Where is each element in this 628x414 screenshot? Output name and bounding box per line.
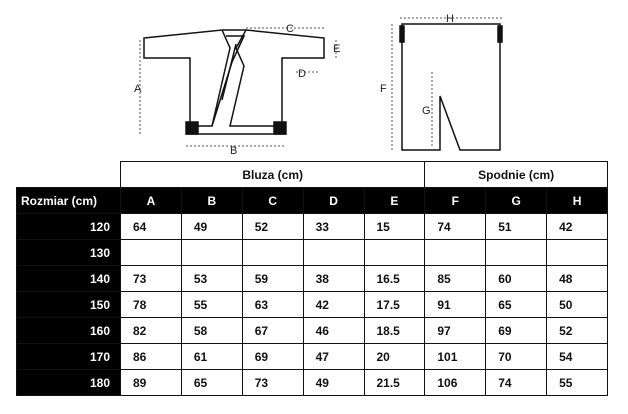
column-header: H	[547, 188, 608, 214]
measurement-cell	[121, 240, 182, 266]
size-table	[16, 161, 608, 396]
measurement-cell: 53	[181, 266, 242, 292]
measurement-cell: 33	[303, 214, 364, 240]
measurement-cell: 69	[242, 344, 303, 370]
table-row	[17, 292, 608, 318]
measurement-cell: 38	[303, 266, 364, 292]
garment-diagrams	[0, 0, 628, 160]
measurement-cell: 54	[547, 344, 608, 370]
size-rows	[17, 214, 608, 396]
column-header: B	[181, 188, 242, 214]
column-header: A	[121, 188, 182, 214]
measurement-cell: 101	[425, 344, 486, 370]
column-header: C	[242, 188, 303, 214]
measurement-cell: 74	[425, 214, 486, 240]
dim-label-h: H	[446, 13, 454, 25]
measurement-cell: 20	[364, 344, 425, 370]
dim-label-g: G	[422, 105, 431, 117]
measurement-cell	[303, 240, 364, 266]
measurement-cell: 59	[242, 266, 303, 292]
measurement-cell	[425, 240, 486, 266]
corner-blank	[17, 162, 121, 188]
measurement-cell: 42	[303, 292, 364, 318]
measurement-cell: 70	[486, 344, 547, 370]
measurement-cell: 46	[303, 318, 364, 344]
size-cell: 180	[17, 370, 121, 396]
measurement-cell: 55	[547, 370, 608, 396]
dim-label-b: B	[230, 145, 238, 157]
column-header: G	[486, 188, 547, 214]
column-header: F	[425, 188, 486, 214]
measurement-cell: 97	[425, 318, 486, 344]
table-row	[17, 240, 608, 266]
pants-dimensions	[392, 18, 502, 150]
measurement-cell: 51	[486, 214, 547, 240]
size-cell: 160	[17, 318, 121, 344]
measurement-cell: 17.5	[364, 292, 425, 318]
column-header: E	[364, 188, 425, 214]
measurement-cell	[242, 240, 303, 266]
table-row	[17, 370, 608, 396]
measurement-cell	[486, 240, 547, 266]
jacket-drawing	[144, 30, 324, 134]
measurement-cell: 67	[242, 318, 303, 344]
column-header-row	[17, 188, 608, 214]
size-column-header: Rozmiar (cm)	[17, 188, 121, 214]
measurement-cell: 49	[181, 214, 242, 240]
table-row	[17, 214, 608, 240]
measurement-cell: 89	[121, 370, 182, 396]
measurement-cell: 78	[121, 292, 182, 318]
measurement-cell	[181, 240, 242, 266]
dim-label-d: D	[298, 68, 306, 80]
size-cell: 120	[17, 214, 121, 240]
column-header: D	[303, 188, 364, 214]
measurement-cell: 73	[242, 370, 303, 396]
measurement-cell: 47	[303, 344, 364, 370]
measurement-cell: 60	[486, 266, 547, 292]
measurement-cell: 48	[547, 266, 608, 292]
group-header-row	[17, 162, 608, 188]
measurement-cell: 69	[486, 318, 547, 344]
measurement-cell	[547, 240, 608, 266]
dim-label-c: C	[286, 23, 294, 35]
measurement-cell: 16.5	[364, 266, 425, 292]
measurement-cell: 49	[303, 370, 364, 396]
measurement-cell: 85	[425, 266, 486, 292]
measurement-cell	[364, 240, 425, 266]
pants-group-header: Spodnie (cm)	[425, 162, 608, 188]
measurement-cell: 18.5	[364, 318, 425, 344]
measurement-cell: 64	[121, 214, 182, 240]
measurement-cell: 65	[486, 292, 547, 318]
dim-label-f: F	[380, 83, 387, 95]
dim-label-a: A	[134, 83, 142, 95]
jacket-group-header: Bluza (cm)	[121, 162, 425, 188]
dim-label-e: E	[333, 43, 341, 55]
table-row	[17, 344, 608, 370]
measurement-cell: 42	[547, 214, 608, 240]
measurement-cell: 74	[486, 370, 547, 396]
size-cell: 170	[17, 344, 121, 370]
measurement-cell: 106	[425, 370, 486, 396]
size-cell: 130	[17, 240, 121, 266]
measurement-cell: 61	[181, 344, 242, 370]
table-row	[17, 318, 608, 344]
measurement-cell: 52	[547, 318, 608, 344]
size-cell: 140	[17, 266, 121, 292]
measurement-cell: 55	[181, 292, 242, 318]
table-row	[17, 266, 608, 292]
measurement-cell: 52	[242, 214, 303, 240]
size-cell: 150	[17, 292, 121, 318]
measurement-cell: 91	[425, 292, 486, 318]
measurement-cell: 21.5	[364, 370, 425, 396]
measurement-cell: 82	[121, 318, 182, 344]
measurement-cell: 73	[121, 266, 182, 292]
measurement-cell: 58	[181, 318, 242, 344]
measurement-cell: 50	[547, 292, 608, 318]
measurement-cell: 65	[181, 370, 242, 396]
measurement-cell: 63	[242, 292, 303, 318]
measurement-cell: 86	[121, 344, 182, 370]
measurement-cell: 15	[364, 214, 425, 240]
pants-drawing	[400, 24, 502, 150]
